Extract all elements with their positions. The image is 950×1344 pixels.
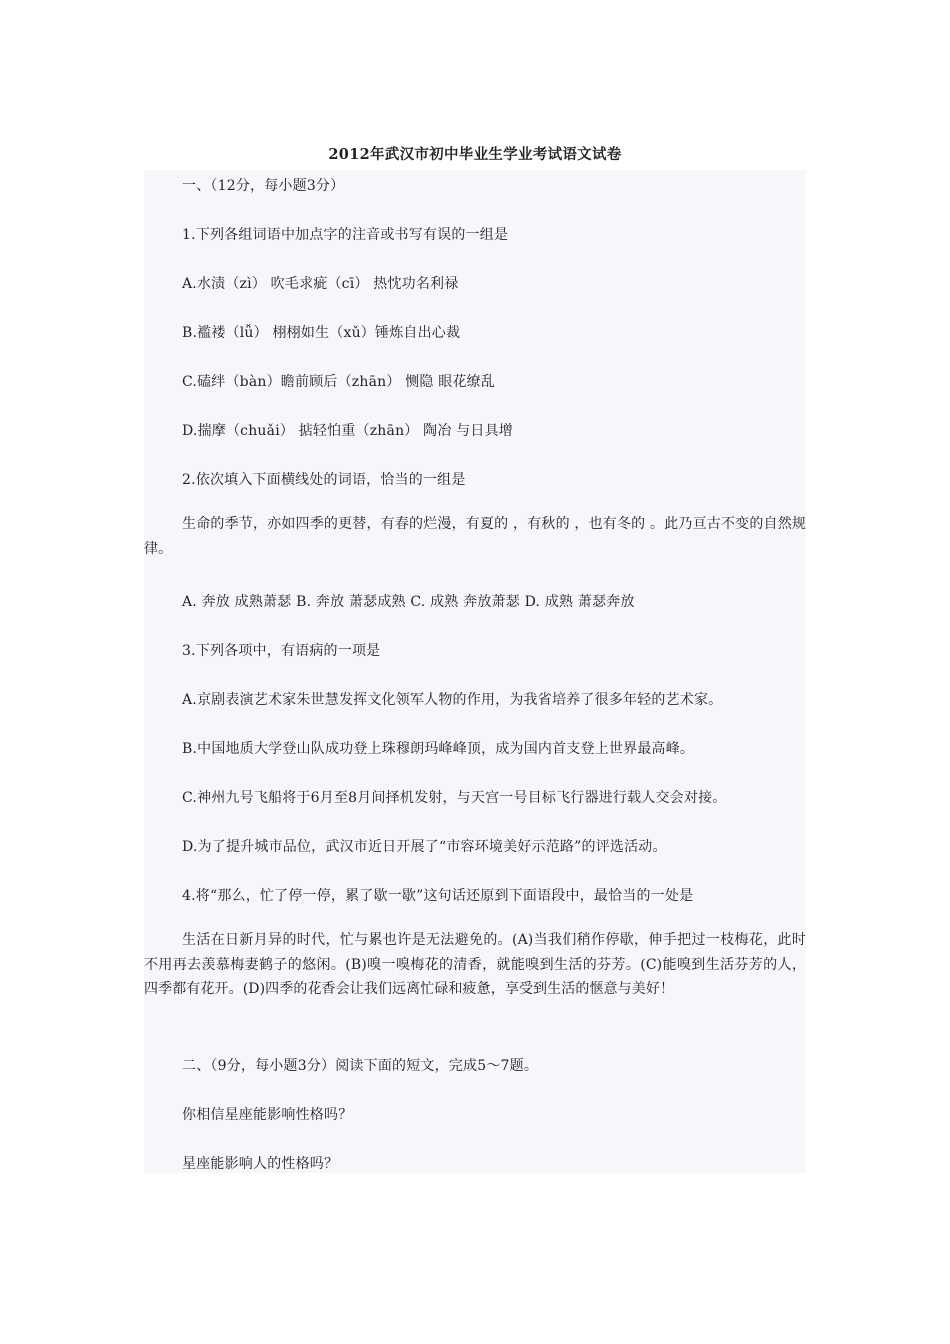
question-2-options: A. 奔放 成熟萧瑟 B. 奔放 萧瑟成熟 C. 成熟 奔放萧瑟 D. 成熟 萧瑟奔放 [182, 594, 635, 610]
option-b: B.褴褛（lǚ） 栩栩如生（xǔ）锤炼自出心裁 [182, 325, 461, 341]
question-1: 1.下列各组词语中加点字的注音或书写有误的一组是 [182, 227, 509, 243]
option-a: A.水渍（zì） 吹毛求疵（cī） 热忱功名利禄 [182, 276, 459, 292]
question-3: 3.下列各项中，有语病的一项是 [182, 643, 381, 659]
question-2-passage: 生命的季节，亦如四季的更替，有春的烂漫，有夏的 ，有秋的 ，也有冬的 。此乃亘古不变的自然规律。 [144, 516, 806, 557]
question-4-passage: 生活在日新月异的时代，忙与累也许是无法避免的。(A)当我们稍作停歇，伸手把过一枝梅花，此时不用再去羡慕梅妻鹤子的悠闲。(B)嗅一嗅梅花的清香，就能嗅到生活的芬芳。(C)能嗅到生活芬芳的人，四季都有花开。(D)四季的花香会让我们远离忙碌和疲惫，享受到生活的惬意与美好！ [144, 932, 806, 997]
section-heading: 二、（9分，每小题3分）阅读下面的短文，完成5～7题。 [182, 1058, 539, 1074]
document-body [144, 170, 806, 1173]
option-c: C.磕绊（bàn）瞻前顾后（zhān） 恻隐 眼花缭乱 [182, 374, 496, 390]
option-d: D.揣摩（chuǎi） 掂轻怕重（zhān） 陶冶 与日具增 [182, 423, 513, 439]
section-heading: 一、（12分，每小题3分） [182, 178, 345, 194]
option-d: D.为了提升城市品位，武汉市近日开展了“市容环境美好示范路”的评选活动。 [182, 839, 667, 855]
option-b: B.中国地质大学登山队成功登上珠穆朗玛峰峰顶，成为国内首支登上世界最高峰。 [182, 741, 695, 757]
passage-title: 你相信星座能影响性格吗？ [182, 1107, 353, 1123]
question-4: 4.将“那么，忙了停一停，累了歇一歇”这句话还原到下面语段中，最恰当的一处是 [182, 888, 694, 904]
option-c: C.神州九号飞船将于6月至8月间择机发射，与天宫一号目标飞行器进行载人交会对接。 [182, 790, 727, 806]
passage-line: 星座能影响人的性格吗？ [182, 1156, 339, 1172]
question-2: 2.依次填入下面横线处的词语，恰当的一组是 [182, 472, 466, 488]
document-title: 2012年武汉市初中毕业生学业考试语文试卷 [328, 146, 622, 163]
option-a: A.京剧表演艺术家朱世慧发挥文化领军人物的作用，为我省培养了很多年轻的艺术家。 [182, 692, 723, 708]
